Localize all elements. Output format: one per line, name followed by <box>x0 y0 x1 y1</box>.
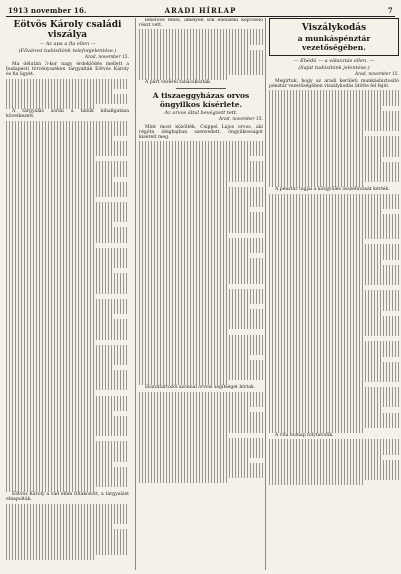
article-subdeck: (Fővárosi tudósítónk telefonjelentése.) <box>18 48 117 54</box>
article-paragraph: A pénztár tagjai a közgyűlés összehívását kérték. <box>275 187 390 193</box>
article-paragraph: A vita holnap folytatódik. <box>275 432 334 438</box>
text-line <box>269 182 363 187</box>
masthead <box>6 4 395 17</box>
article-paragraph: A párt vezérei tanácskoztak. <box>145 80 212 86</box>
text-line <box>269 480 363 485</box>
column-1 <box>6 18 129 570</box>
divider <box>176 88 226 89</box>
column-2 <box>135 18 263 570</box>
article-headline: Eötvös Károly családi viszálya <box>13 20 122 40</box>
article-paragraph: Ma délután 3-kor nagy érdeklődés mellett a budapesti törvényszéken tárgyalták Eötvös Károly és fia ügyét. <box>6 62 129 78</box>
article-deck: Az orvos által bevégzett tett. <box>164 110 238 117</box>
text-line <box>6 555 95 560</box>
column-3 <box>265 18 399 570</box>
issue-date: 1913 november 16. <box>8 6 87 15</box>
text-line <box>139 478 228 483</box>
article-dateline: Arad, november 15. <box>354 72 399 77</box>
article-paragraph: Hozzátartozói azonnal orvosi segítséget hívtak. <box>145 385 256 391</box>
article-headline: A tiszaeggyházas orvos öngyilkos kísérlete. <box>152 91 250 109</box>
article-dateline: Arad, november 15. <box>84 55 129 60</box>
text-line <box>6 104 95 109</box>
article-subdeck: (Saját tudósítónk jelentése.) <box>298 65 370 71</box>
article-paragraph: A tárgyalás során a tanúk kihallgatása következett. <box>6 109 129 120</box>
article-headline-line2: a munkáspénztár vezetőségében. <box>297 34 371 52</box>
headline-box <box>269 18 399 56</box>
article-deck: — Az apa a fia ellen — <box>39 41 96 47</box>
article-headline: Viszálykodás <box>301 23 367 33</box>
page-number: 7 <box>387 6 393 15</box>
text-line <box>269 428 363 433</box>
article-dateline: Arad, november 15. <box>218 117 263 123</box>
article-paragraph: lehetővé tenni, amelyen sok ellenzéki képviselő részt vett. <box>139 18 263 29</box>
text-line <box>139 380 228 385</box>
text-line <box>139 75 228 80</box>
article-paragraph: Eötvös Károly a vád ellen tiltakozott, a tárgyalást elnapolták. <box>6 492 129 503</box>
text-line <box>6 487 95 492</box>
article-paragraph: Mint most közölték, Csippel Lajos orvos, aki régóta idegbajban szenvedett, öngyilkosságot kísérelt meg. <box>139 124 263 140</box>
article-deck: — Ebédü — a választás ellen. — <box>293 58 375 64</box>
newspaper-title: ARADI HÍRLAP <box>164 6 237 15</box>
article-paragraph: Megírtuk, hogy az aradi kerületi munkásbiztosító pénztár vezetőségében viszálykodás ütötte fel fejét. <box>269 79 399 90</box>
